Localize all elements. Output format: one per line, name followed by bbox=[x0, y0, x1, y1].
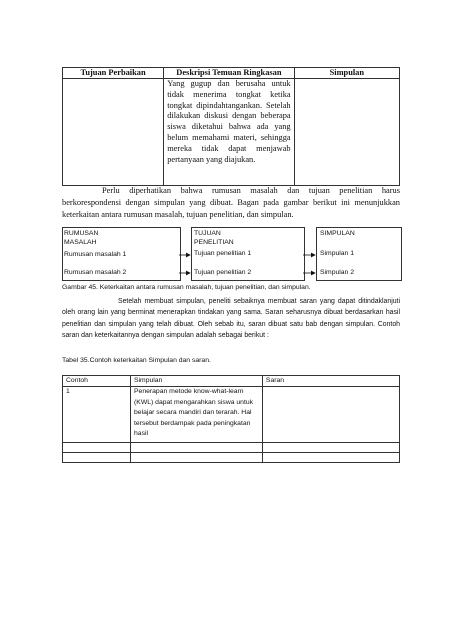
cell-empty bbox=[131, 453, 263, 463]
rumusan-heading-1: RUMUSAN bbox=[64, 230, 99, 237]
table-title: Tabel 35.Contoh keterkaitan Simpulan dan saran. bbox=[62, 357, 211, 364]
tujuan-heading-2: PENELITIAN bbox=[194, 239, 234, 246]
figure-caption: Gambar 45. Keterkaitan antara rumusan masalah, tujuan penelitian, dan simpulan. bbox=[62, 284, 311, 291]
cell-empty bbox=[262, 453, 399, 463]
cell-empty bbox=[63, 453, 131, 463]
rumusan-item-2: Rumusan masalah 2 bbox=[64, 269, 127, 276]
cell-deskripsi: Yang gugup dan berusaha untuk tidak menerima tongkat ketika tongkat dipindahtangankan. Setelah dilakukan diskusi dengan beberapa siswa diketahui bahwa ada yang belum memahami materi, sehingga mereka tidak dapat menjawab pertanyaan yang diajukan. bbox=[164, 79, 294, 186]
cell-contoh-1: 1 bbox=[63, 387, 131, 443]
cell-empty bbox=[262, 443, 399, 453]
simpulan-heading: SIMPULAN bbox=[320, 230, 355, 237]
simpulan-item-2: Simpulan 2 bbox=[320, 269, 355, 276]
header-deskripsi-temuan: Deskripsi Temuan Ringkasan bbox=[164, 68, 294, 79]
header-tujuan-perbaikan: Tujuan Perbaikan bbox=[63, 68, 164, 79]
tujuan-item-2: Tujuan penelitian 2 bbox=[194, 269, 252, 276]
cell-simpulan-1: Penerapan metode know-what-learn (KWL) dapat mengarahkan siswa untuk belajar secara mandiri dan terarah. Hal tersebut berdampak pada peningkatan hasil bbox=[131, 387, 263, 443]
paragraph-saran bbox=[62, 296, 400, 342]
cell-saran-1 bbox=[262, 387, 399, 443]
rumusan-heading-2: MASALAH bbox=[64, 239, 97, 246]
header-contoh: Contoh bbox=[63, 376, 131, 387]
table-row-empty bbox=[63, 453, 400, 463]
tujuan-item-1: Tujuan penelitian 1 bbox=[194, 250, 252, 257]
cell-empty bbox=[131, 443, 263, 453]
header-simpulan: Simpulan bbox=[294, 68, 399, 79]
cell-empty bbox=[63, 443, 131, 453]
header-simpulan: Simpulan bbox=[131, 376, 263, 387]
paragraph-correspondence-text: Perlu diperhatikan bahwa rumusan masalah dan tujuan penelitian harus berkorespondensi dengan simpulan yang dibuat. Bagan pada gambar berikut ini menunjukkan keterkaitan antara rumusan masalah, tujuan penelitian, dan simpulan. bbox=[62, 186, 400, 220]
table-row bbox=[63, 387, 400, 443]
tujuan-heading-1: TUJUAN bbox=[194, 230, 221, 237]
table-row-empty bbox=[63, 443, 400, 453]
paragraph-saran-text: Setelah membuat simpulan, peneliti sebaiknya membuat saran yang dapat ditindaklanjuti oleh orang lain yang berminat menerapkan tindakan yang sama. Saran seharusnya dibuat berdasarkan hasil penelitian dan simpulan yang telah dibuat. Oleh sebab itu, saran dibuat satu bab dengan simpulan. Contoh saran dan keterkaitannya dengan simpulan adalah sebagai berikut : bbox=[62, 298, 400, 340]
header-saran: Saran bbox=[262, 376, 399, 387]
table-header-row bbox=[63, 376, 400, 387]
conclusion-suggestion-table bbox=[62, 375, 400, 463]
rumusan-item-1: Rumusan masalah 1 bbox=[64, 251, 127, 258]
simpulan-item-1: Simpulan 1 bbox=[320, 250, 355, 257]
